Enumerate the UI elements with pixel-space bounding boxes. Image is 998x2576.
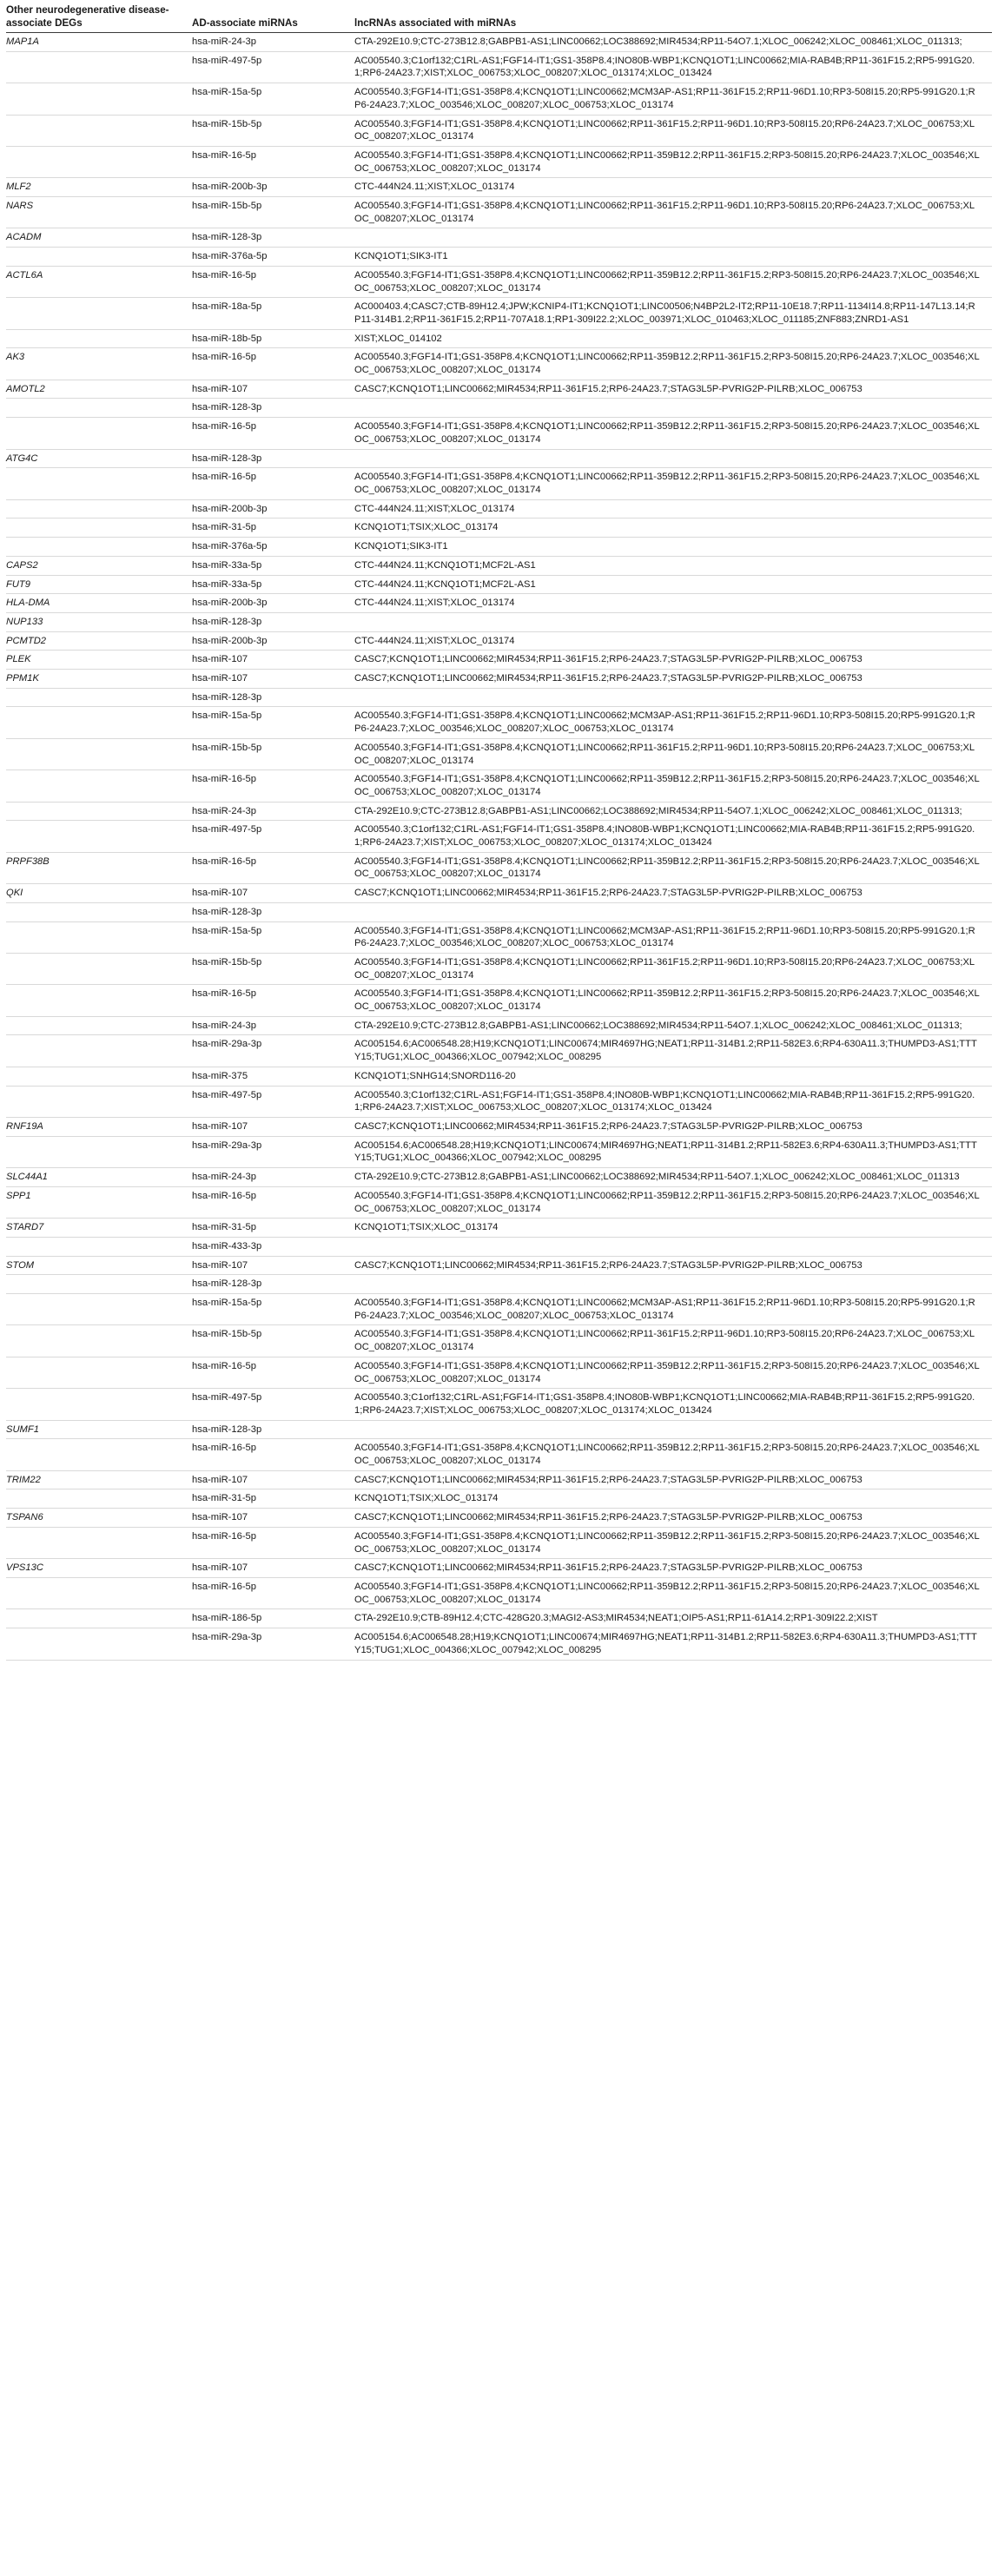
cell-lncrnas: AC005540.3;C1orf132;C1RL-AS1;FGF14-IT1;GS1-358P8.4;INO80B-WBP1;KCNQ1OT1;LINC00662;MIA-RAB4B;RP11-361F15.2;RP5-991G20.1;RP6-24A23.7;XIST;XLOC_006753;XLOC_008207;XLOC_013174;XLOC_013424 — [354, 824, 975, 849]
cell-mirna: hsa-miR-128-3p — [192, 906, 262, 917]
cell-mirna: hsa-miR-15b-5p — [192, 742, 262, 753]
cell-mirna: hsa-miR-16-5p — [192, 269, 256, 281]
cell-deg-gene: ACADM — [6, 232, 42, 243]
cell-mirna: hsa-miR-24-3p — [192, 36, 256, 47]
table-row — [6, 178, 992, 197]
cell-deg-gene — [6, 1275, 192, 1294]
cell-deg-gene — [6, 985, 192, 1016]
cell-deg-gene: QKI — [6, 888, 23, 899]
cell-lncrnas: AC005540.3;C1orf132;C1RL-AS1;FGF14-IT1;GS1-358P8.4;INO80B-WBP1;KCNQ1OT1;LINC00662;MIA-RAB4B;RP11-361F15.2;RP5-991G20.1;RP6-24A23.7;XIST;XLOC_006753;XLOC_008207;XLOC_013174;XLOC_013424 — [354, 1089, 975, 1113]
table-header — [6, 3, 992, 33]
cell-mirna: hsa-miR-29a-3p — [192, 1039, 262, 1050]
cell-deg-gene: SUMF1 — [6, 1423, 39, 1435]
cell-lncrnas — [354, 399, 992, 418]
cell-mirna: hsa-miR-107 — [192, 1259, 248, 1271]
cell-deg-gene — [6, 1294, 192, 1325]
cell-mirna: hsa-miR-33a-5p — [192, 559, 262, 571]
cell-deg-gene — [6, 707, 192, 738]
table-row — [6, 902, 992, 921]
table-row — [6, 1325, 992, 1357]
cell-lncrnas — [354, 228, 992, 248]
cell-mirna: hsa-miR-31-5p — [192, 1222, 256, 1233]
cell-deg-gene — [6, 146, 192, 177]
cell-deg-gene — [6, 399, 192, 418]
cell-mirna: hsa-miR-128-3p — [192, 1278, 262, 1290]
cell-lncrnas: AC005540.3;FGF14-IT1;GS1-358P8.4;KCNQ1OT1;LINC00662;MCM3AP-AS1;RP11-361F15.2;RP11-96D1.10;RP3-508I15.20;RP5-991G20.1;RP6-24A23.7;XLOC_003546;XLOC_008207;XLOC_006753;XLOC_013174 — [354, 1298, 975, 1321]
cell-lncrnas: AC005540.3;FGF14-IT1;GS1-358P8.4;KCNQ1OT1;LINC00662;MCM3AP-AS1;RP11-361F15.2;RP11-96D1.10;RP3-508I15.20;RP5-991G20.1;RP6-24A23.7;XLOC_003546;XLOC_008207;XLOC_006753;XLOC_013174 — [354, 925, 975, 949]
cell-deg-gene: NARS — [6, 201, 34, 212]
cell-mirna: hsa-miR-200b-3p — [192, 598, 268, 609]
cell-lncrnas: AC005540.3;FGF14-IT1;GS1-358P8.4;KCNQ1OT1;LINC00662;RP11-359B12.2;RP11-361F15.2;RP3-508I15.20;RP6-24A23.7;XLOC_003546;XLOC_006753;XLOC_008207;XLOC_013174 — [354, 352, 980, 376]
table-row — [6, 1470, 992, 1489]
cell-lncrnas: AC005540.3;FGF14-IT1;GS1-358P8.4;KCNQ1OT1;LINC00662;RP11-359B12.2;RP11-361F15.2;RP3-508I15.20;RP6-24A23.7;XLOC_003546;XLOC_006753;XLOC_008207;XLOC_013174 — [354, 988, 980, 1013]
cell-lncrnas: AC005540.3;FGF14-IT1;GS1-358P8.4;KCNQ1OT1;LINC00662;RP11-359B12.2;RP11-361F15.2;RP3-508I15.20;RP6-24A23.7;XLOC_003546;XLOC_006753;XLOC_008207;XLOC_013174 — [354, 774, 980, 797]
cell-mirna: hsa-miR-107 — [192, 1512, 248, 1523]
cell-mirna: hsa-miR-107 — [192, 1474, 248, 1485]
cell-mirna: hsa-miR-24-3p — [192, 805, 256, 816]
table-row — [6, 538, 992, 557]
table-row — [6, 770, 992, 802]
cell-mirna: hsa-miR-15b-5p — [192, 118, 262, 129]
cell-lncrnas: AC005540.3;FGF14-IT1;GS1-358P8.4;KCNQ1OT1;LINC00662;RP11-359B12.2;RP11-361F15.2;RP3-508I15.20;RP6-24A23.7;XLOC_003546;XLOC_006753;XLOC_008207;XLOC_013174 — [354, 855, 980, 880]
cell-lncrnas: AC005540.3;FGF14-IT1;GS1-358P8.4;KCNQ1OT1;LINC00662;RP11-361F15.2;RP11-96D1.10;RP3-508I15.20;RP6-24A23.7;XLOC_006753;XLOC_008207;XLOC_013174 — [354, 118, 975, 142]
cell-lncrnas: KCNQ1OT1;SIK3-IT1 — [354, 541, 448, 552]
table-row — [6, 1016, 992, 1035]
cell-mirna: hsa-miR-24-3p — [192, 1020, 256, 1031]
cell-lncrnas: CASC7;KCNQ1OT1;LINC00662;MIR4534;RP11-361F15.2;RP6-24A23.7;STAG3L5P-PVRIG2P-PILRB;XLOC_006753 — [354, 1121, 863, 1132]
table-row — [6, 449, 992, 468]
table-row — [6, 399, 992, 418]
table-row — [6, 670, 992, 689]
cell-mirna: hsa-miR-16-5p — [192, 149, 256, 161]
cell-deg-gene — [6, 1577, 192, 1608]
cell-deg-gene: PPM1K — [6, 673, 39, 684]
table-row — [6, 1527, 992, 1558]
table-row — [6, 115, 992, 146]
cell-lncrnas: AC005540.3;FGF14-IT1;GS1-358P8.4;KCNQ1OT1;LINC00662;MCM3AP-AS1;RP11-361F15.2;RP11-96D1.10;RP3-508I15.20;RP5-991G20.1;RP6-24A23.7;XLOC_003546;XLOC_008207;XLOC_006753;XLOC_013174 — [354, 87, 975, 110]
cell-deg-gene — [6, 329, 192, 348]
cell-lncrnas — [354, 1237, 992, 1256]
table-row — [6, 380, 992, 399]
cell-deg-gene: SPP1 — [6, 1190, 31, 1201]
cell-deg-gene: MAP1A — [6, 36, 39, 47]
cell-lncrnas — [354, 902, 992, 921]
cell-deg-gene — [6, 83, 192, 115]
cell-lncrnas — [354, 449, 992, 468]
cell-lncrnas: KCNQ1OT1;TSIX;XLOC_013174 — [354, 1222, 499, 1233]
cell-lncrnas: AC005540.3;FGF14-IT1;GS1-358P8.4;KCNQ1OT1;LINC00662;RP11-359B12.2;RP11-361F15.2;RP3-508I15.20;RP6-24A23.7;XLOC_003546;XLOC_006753;XLOC_008207;XLOC_013174 — [354, 1190, 980, 1214]
cell-mirna: hsa-miR-107 — [192, 383, 248, 394]
cell-lncrnas: KCNQ1OT1;TSIX;XLOC_013174 — [354, 1493, 499, 1504]
cell-lncrnas: CASC7;KCNQ1OT1;LINC00662;MIR4534;RP11-361F15.2;RP6-24A23.7;STAG3L5P-PVRIG2P-PILRB;XLOC_006753 — [354, 383, 863, 394]
cell-deg-gene — [6, 51, 192, 83]
table-row — [6, 1168, 992, 1187]
cell-deg-gene: ACTL6A — [6, 269, 43, 281]
cell-deg-gene — [6, 1389, 192, 1420]
cell-mirna: hsa-miR-128-3p — [192, 232, 262, 243]
cell-deg-gene — [6, 738, 192, 769]
table-row — [6, 556, 992, 575]
table-row — [6, 852, 992, 883]
table-row — [6, 1559, 992, 1578]
table-row — [6, 298, 992, 329]
cell-mirna: hsa-miR-16-5p — [192, 774, 256, 785]
cell-lncrnas: AC005540.3;FGF14-IT1;GS1-358P8.4;KCNQ1OT1;LINC00662;RP11-359B12.2;RP11-361F15.2;RP3-508I15.20;RP6-24A23.7;XLOC_003546;XLOC_006753;XLOC_008207;XLOC_013174 — [354, 472, 980, 495]
cell-mirna: hsa-miR-16-5p — [192, 1360, 256, 1371]
cell-deg-gene: FUT9 — [6, 578, 30, 590]
cell-lncrnas: CASC7;KCNQ1OT1;LINC00662;MIR4534;RP11-361F15.2;RP6-24A23.7;STAG3L5P-PVRIG2P-PILRB;XLOC_006753 — [354, 888, 863, 899]
cell-lncrnas: AC005540.3;FGF14-IT1;GS1-358P8.4;KCNQ1OT1;LINC00662;RP11-361F15.2;RP11-96D1.10;RP3-508I15.20;RP6-24A23.7;XLOC_006753;XLOC_008207;XLOC_013174 — [354, 956, 975, 981]
cell-lncrnas: KCNQ1OT1;SIK3-IT1 — [354, 251, 448, 262]
table-row — [6, 33, 992, 52]
cell-lncrnas: AC005540.3;FGF14-IT1;GS1-358P8.4;KCNQ1OT1;LINC00662;RP11-361F15.2;RP11-96D1.10;RP3-508I15.20;RP6-24A23.7;XLOC_006753;XLOC_008207;XLOC_013174 — [354, 201, 975, 224]
cell-deg-gene — [6, 418, 192, 449]
cell-lncrnas: AC005540.3;FGF14-IT1;GS1-358P8.4;KCNQ1OT1;LINC00662;RP11-361F15.2;RP11-96D1.10;RP3-508I15.20;RP6-24A23.7;XLOC_006753;XLOC_008207;XLOC_013174 — [354, 1329, 975, 1353]
cell-deg-gene — [6, 115, 192, 146]
table-row — [6, 1389, 992, 1420]
table-row — [6, 651, 992, 670]
header-mirnas: AD-associate miRNAs — [192, 17, 298, 29]
cell-deg-gene — [6, 1357, 192, 1388]
cell-deg-gene — [6, 1067, 192, 1086]
cell-deg-gene — [6, 1527, 192, 1558]
cell-mirna: hsa-miR-107 — [192, 654, 248, 665]
cell-mirna: hsa-miR-29a-3p — [192, 1139, 262, 1151]
table-row — [6, 1489, 992, 1509]
table-row — [6, 51, 992, 83]
cell-lncrnas: AC005540.3;FGF14-IT1;GS1-358P8.4;KCNQ1OT1;LINC00662;RP11-359B12.2;RP11-361F15.2;RP3-508I15.20;RP6-24A23.7;XLOC_003546;XLOC_006753;XLOC_008207;XLOC_013174 — [354, 149, 980, 174]
cell-mirna: hsa-miR-200b-3p — [192, 503, 268, 514]
cell-mirna: hsa-miR-31-5p — [192, 1493, 256, 1504]
table-body — [6, 33, 992, 1660]
table-row — [6, 631, 992, 651]
cell-deg-gene: HLA-DMA — [6, 598, 50, 609]
cell-mirna: hsa-miR-16-5p — [192, 988, 256, 1000]
cell-deg-gene: TSPAN6 — [6, 1512, 43, 1523]
table-row — [6, 688, 992, 707]
cell-lncrnas: CASC7;KCNQ1OT1;LINC00662;MIR4534;RP11-361F15.2;RP6-24A23.7;STAG3L5P-PVRIG2P-PILRB;XLOC_006753 — [354, 1259, 863, 1271]
table-row — [6, 1086, 992, 1117]
cell-mirna: hsa-miR-15a-5p — [192, 1298, 262, 1309]
cell-mirna: hsa-miR-16-5p — [192, 1190, 256, 1201]
table-row — [6, 83, 992, 115]
table-row — [6, 329, 992, 348]
cell-lncrnas — [354, 1275, 992, 1294]
cell-mirna: hsa-miR-497-5p — [192, 1089, 262, 1100]
cell-mirna: hsa-miR-16-5p — [192, 1530, 256, 1542]
cell-deg-gene: SLC44A1 — [6, 1172, 48, 1183]
cell-deg-gene — [6, 1325, 192, 1357]
cell-mirna: hsa-miR-186-5p — [192, 1613, 262, 1624]
table-row — [6, 1357, 992, 1388]
cell-mirna: hsa-miR-128-3p — [192, 1423, 262, 1435]
table-row — [6, 228, 992, 248]
table-row — [6, 1509, 992, 1528]
cell-deg-gene: PRPF38B — [6, 855, 50, 867]
cell-deg-gene: NUP133 — [6, 616, 43, 627]
cell-lncrnas: CASC7;KCNQ1OT1;LINC00662;MIR4534;RP11-361F15.2;RP6-24A23.7;STAG3L5P-PVRIG2P-PILRB;XLOC_006753 — [354, 673, 863, 684]
cell-deg-gene — [6, 538, 192, 557]
cell-lncrnas: AC005540.3;FGF14-IT1;GS1-358P8.4;KCNQ1OT1;LINC00662;RP11-359B12.2;RP11-361F15.2;RP3-508I15.20;RP6-24A23.7;XLOC_003546;XLOC_006753;XLOC_008207;XLOC_013174 — [354, 1360, 980, 1384]
cell-lncrnas: CASC7;KCNQ1OT1;LINC00662;MIR4534;RP11-361F15.2;RP6-24A23.7;STAG3L5P-PVRIG2P-PILRB;XLOC_006753 — [354, 1512, 863, 1523]
table-row — [6, 1118, 992, 1137]
table-bottom-rule — [6, 1660, 992, 1661]
table-row — [6, 248, 992, 267]
cell-lncrnas: AC005154.6;AC006548.28;H19;KCNQ1OT1;LINC00674;MIR4697HG;NEAT1;RP11-314B1.2;RP11-582E3.6;RP4-630A11.3;THUMPD3-AS1;TTTY15;TUG1;XLOC_004366;XLOC_007942;XLOC_008295 — [354, 1139, 977, 1164]
cell-deg-gene — [6, 1609, 192, 1628]
table-row — [6, 738, 992, 769]
cell-mirna: hsa-miR-107 — [192, 1121, 248, 1132]
cell-deg-gene: STARD7 — [6, 1222, 44, 1233]
cell-lncrnas: CTA-292E10.9;CTC-273B12.8;GABPB1-AS1;LINC00662;LOC388692;MIR4534;RP11-54O7.1;XLOC_006242;XLOC_008461;XLOC_011313; — [354, 805, 962, 816]
table-row — [6, 1186, 992, 1218]
table-row — [6, 1256, 992, 1275]
cell-deg-gene — [6, 1035, 192, 1067]
cell-lncrnas: CTC-444N24.11;XIST;XLOC_013174 — [354, 598, 515, 609]
cell-deg-gene — [6, 248, 192, 267]
cell-lncrnas — [354, 1420, 992, 1439]
cell-mirna: hsa-miR-18a-5p — [192, 301, 262, 313]
cell-mirna: hsa-miR-15b-5p — [192, 956, 262, 968]
cell-lncrnas — [354, 688, 992, 707]
table-row — [6, 707, 992, 738]
table-row — [6, 802, 992, 821]
cell-deg-gene — [6, 921, 192, 953]
cell-mirna: hsa-miR-15a-5p — [192, 87, 262, 98]
cell-deg-gene — [6, 519, 192, 538]
table-row — [6, 612, 992, 631]
cell-mirna: hsa-miR-31-5p — [192, 522, 256, 533]
cell-mirna: hsa-miR-497-5p — [192, 824, 262, 836]
cell-mirna: hsa-miR-497-5p — [192, 55, 262, 66]
cell-lncrnas: AC000403.4;CASC7;CTB-89H12.4;JPW;KCNIP4-IT1;KCNQ1OT1;LINC00506;N4BP2L2-IT2;RP11-10E18.7;RP11-1134I14.8;RP11-147L13.14;RP11-314B1.2;RP11-361F15.2;RP11-707A18.1;RP1-309I22.2;XLOC_003971;XLOC_010463;XLOC_011185;ZNF883;ZNRD1-AS1 — [354, 301, 975, 325]
table-row — [6, 575, 992, 594]
cell-lncrnas: AC005540.3;FGF14-IT1;GS1-358P8.4;KCNQ1OT1;LINC00662;RP11-359B12.2;RP11-361F15.2;RP3-508I15.20;RP6-24A23.7;XLOC_003546;XLOC_006753;XLOC_008207;XLOC_013174 — [354, 1443, 980, 1467]
cell-lncrnas — [354, 612, 992, 631]
cell-deg-gene: PCMTD2 — [6, 635, 46, 646]
table-row — [6, 266, 992, 297]
table-row — [6, 468, 992, 499]
cell-lncrnas: CASC7;KCNQ1OT1;LINC00662;MIR4534;RP11-361F15.2;RP6-24A23.7;STAG3L5P-PVRIG2P-PILRB;XLOC_006753 — [354, 1562, 863, 1574]
table-row — [6, 1420, 992, 1439]
cell-lncrnas: AC005540.3;FGF14-IT1;GS1-358P8.4;KCNQ1OT1;LINC00662;RP11-359B12.2;RP11-361F15.2;RP3-508I15.20;RP6-24A23.7;XLOC_003546;XLOC_006753;XLOC_008207;XLOC_013174 — [354, 269, 980, 294]
cell-lncrnas: AC005540.3;C1orf132;C1RL-AS1;FGF14-IT1;GS1-358P8.4;INO80B-WBP1;KCNQ1OT1;LINC00662;MIA-RAB4B;RP11-361F15.2;RP5-991G20.1;RP6-24A23.7;XIST;XLOC_006753;XLOC_008207;XLOC_013174;XLOC_013424 — [354, 1392, 975, 1416]
table-row — [6, 519, 992, 538]
cell-deg-gene — [6, 1016, 192, 1035]
cell-mirna: hsa-miR-18b-5p — [192, 333, 262, 344]
cell-mirna: hsa-miR-16-5p — [192, 1443, 256, 1454]
cell-lncrnas: AC005540.3;C1orf132;C1RL-AS1;FGF14-IT1;GS1-358P8.4;INO80B-WBP1;KCNQ1OT1;LINC00662;MIA-RAB4B;RP11-361F15.2;RP5-991G20.1;RP6-24A23.7;XIST;XLOC_006753;XLOC_008207;XLOC_013174;XLOC_013424 — [354, 55, 975, 79]
cell-mirna: hsa-miR-497-5p — [192, 1392, 262, 1404]
table-row — [6, 921, 992, 953]
cell-deg-gene: STOM — [6, 1259, 35, 1271]
cell-mirna: hsa-miR-128-3p — [192, 402, 262, 413]
cell-mirna: hsa-miR-376a-5p — [192, 251, 268, 262]
cell-mirna: hsa-miR-200b-3p — [192, 182, 268, 193]
cell-lncrnas: AC005154.6;AC006548.28;H19;KCNQ1OT1;LINC00674;MIR4697HG;NEAT1;RP11-314B1.2;RP11-582E3.6;RP4-630A11.3;THUMPD3-AS1;TTTY15;TUG1;XLOC_004366;XLOC_007942;XLOC_008295 — [354, 1039, 977, 1063]
cell-lncrnas: CTC-444N24.11;XIST;XLOC_013174 — [354, 635, 515, 646]
table-row — [6, 348, 992, 380]
table-row — [6, 884, 992, 903]
cell-lncrnas: CTC-444N24.11;KCNQ1OT1;MCF2L-AS1 — [354, 559, 536, 571]
table-row — [6, 146, 992, 177]
cell-mirna: hsa-miR-33a-5p — [192, 578, 262, 590]
cell-mirna: hsa-miR-375 — [192, 1070, 248, 1081]
table-row — [6, 197, 992, 228]
cell-lncrnas: KCNQ1OT1;SNHG14;SNORD116-20 — [354, 1070, 516, 1081]
cell-deg-gene — [6, 802, 192, 821]
cell-lncrnas: KCNQ1OT1;TSIX;XLOC_013174 — [354, 522, 499, 533]
table-row — [6, 1439, 992, 1470]
cell-deg-gene — [6, 688, 192, 707]
cell-deg-gene: AK3 — [6, 352, 25, 363]
cell-mirna: hsa-miR-24-3p — [192, 1172, 256, 1183]
header-row — [6, 3, 992, 33]
cell-lncrnas: XIST;XLOC_014102 — [354, 333, 442, 344]
cell-deg-gene — [6, 1086, 192, 1117]
cell-deg-gene — [6, 953, 192, 984]
cell-deg-gene — [6, 821, 192, 852]
table-row — [6, 1609, 992, 1628]
cell-deg-gene — [6, 298, 192, 329]
table-row — [6, 1035, 992, 1067]
cell-lncrnas: CTA-292E10.9;CTC-273B12.8;GABPB1-AS1;LINC00662;LOC388692;MIR4534;RP11-54O7.1;XLOC_006242;XLOC_008461;XLOC_011313; — [354, 36, 962, 47]
cell-mirna: hsa-miR-433-3p — [192, 1240, 262, 1252]
cell-lncrnas: AC005540.3;FGF14-IT1;GS1-358P8.4;KCNQ1OT1;LINC00662;RP11-359B12.2;RP11-361F15.2;RP3-508I15.20;RP6-24A23.7;XLOC_003546;XLOC_006753;XLOC_008207;XLOC_013174 — [354, 1581, 980, 1605]
table-row — [6, 1067, 992, 1086]
cell-deg-gene — [6, 1489, 192, 1509]
table-row — [6, 1219, 992, 1238]
cell-deg-gene — [6, 1136, 192, 1167]
table-row — [6, 1275, 992, 1294]
cell-deg-gene: RNF19A — [6, 1121, 43, 1132]
cell-lncrnas: AC005154.6;AC006548.28;H19;KCNQ1OT1;LINC00674;MIR4697HG;NEAT1;RP11-314B1.2;RP11-582E3.6;RP4-630A11.3;THUMPD3-AS1;TTTY15;TUG1;XLOC_004366;XLOC_007942;XLOC_008295 — [354, 1632, 977, 1655]
cell-lncrnas: CTA-292E10.9;CTC-273B12.8;GABPB1-AS1;LINC00662;LOC388692;MIR4534;RP11-54O7.1;XLOC_006242;XLOC_008461;XLOC_011313 — [354, 1172, 960, 1183]
cell-deg-gene: TRIM22 — [6, 1474, 41, 1485]
cell-lncrnas: AC005540.3;FGF14-IT1;GS1-358P8.4;KCNQ1OT1;LINC00662;RP11-359B12.2;RP11-361F15.2;RP3-508I15.20;RP6-24A23.7;XLOC_003546;XLOC_006753;XLOC_008207;XLOC_013174 — [354, 1530, 980, 1555]
cell-deg-gene — [6, 902, 192, 921]
cell-mirna: hsa-miR-15b-5p — [192, 1329, 262, 1340]
cell-mirna: hsa-miR-107 — [192, 673, 248, 684]
cell-deg-gene: ATG4C — [6, 452, 38, 464]
cell-deg-gene — [6, 499, 192, 519]
degs-mirna-lncrna-table — [6, 3, 992, 1660]
cell-lncrnas: AC005540.3;FGF14-IT1;GS1-358P8.4;KCNQ1OT1;LINC00662;RP11-359B12.2;RP11-361F15.2;RP3-508I15.20;RP6-24A23.7;XLOC_003546;XLOC_006753;XLOC_008207;XLOC_013174 — [354, 421, 980, 445]
cell-deg-gene: MLF2 — [6, 182, 31, 193]
cell-deg-gene — [6, 1628, 192, 1660]
cell-lncrnas: AC005540.3;FGF14-IT1;GS1-358P8.4;KCNQ1OT1;LINC00662;RP11-361F15.2;RP11-96D1.10;RP3-508I15.20;RP6-24A23.7;XLOC_006753;XLOC_008207;XLOC_013174 — [354, 742, 975, 766]
cell-mirna: hsa-miR-16-5p — [192, 1581, 256, 1592]
cell-mirna: hsa-miR-16-5p — [192, 352, 256, 363]
table-row — [6, 1136, 992, 1167]
table-row — [6, 821, 992, 852]
cell-lncrnas: CTC-444N24.11;KCNQ1OT1;MCF2L-AS1 — [354, 578, 536, 590]
cell-lncrnas: CTA-292E10.9;CTC-273B12.8;GABPB1-AS1;LINC00662;LOC388692;MIR4534;RP11-54O7.1;XLOC_006242;XLOC_008461;XLOC_011313; — [354, 1020, 962, 1031]
cell-deg-gene: VPS13C — [6, 1562, 43, 1574]
cell-lncrnas: CTA-292E10.9;CTB-89H12.4;CTC-428G20.3;MAGI2-AS3;MIR4534;NEAT1;OIP5-AS1;RP11-61A14.2;RP1-309I22.2;XIST — [354, 1613, 878, 1624]
cell-mirna: hsa-miR-376a-5p — [192, 541, 268, 552]
cell-mirna: hsa-miR-15a-5p — [192, 710, 262, 722]
cell-lncrnas: AC005540.3;FGF14-IT1;GS1-358P8.4;KCNQ1OT1;LINC00662;MCM3AP-AS1;RP11-361F15.2;RP11-96D1.10;RP3-508I15.20;RP5-991G20.1;RP6-24A23.7;XLOC_003546;XLOC_008207;XLOC_006753;XLOC_013174 — [354, 710, 975, 735]
cell-mirna: hsa-miR-128-3p — [192, 616, 262, 627]
table-row — [6, 1294, 992, 1325]
cell-mirna: hsa-miR-29a-3p — [192, 1632, 262, 1643]
cell-deg-gene: PLEK — [6, 654, 31, 665]
cell-lncrnas: CTC-444N24.11;XIST;XLOC_013174 — [354, 182, 515, 193]
table-row — [6, 953, 992, 984]
cell-deg-gene — [6, 770, 192, 802]
table-row — [6, 1628, 992, 1660]
table-row — [6, 1577, 992, 1608]
table-row — [6, 499, 992, 519]
cell-lncrnas: CASC7;KCNQ1OT1;LINC00662;MIR4534;RP11-361F15.2;RP6-24A23.7;STAG3L5P-PVRIG2P-PILRB;XLOC_006753 — [354, 1474, 863, 1485]
cell-lncrnas: CASC7;KCNQ1OT1;LINC00662;MIR4534;RP11-361F15.2;RP6-24A23.7;STAG3L5P-PVRIG2P-PILRB;XLOC_006753 — [354, 654, 863, 665]
cell-deg-gene: CAPS2 — [6, 559, 38, 571]
cell-deg-gene — [6, 1439, 192, 1470]
cell-mirna: hsa-miR-128-3p — [192, 452, 262, 464]
cell-mirna: hsa-miR-15b-5p — [192, 201, 262, 212]
cell-mirna: hsa-miR-15a-5p — [192, 925, 262, 936]
header-lncrnas: lncRNAs associated with miRNAs — [354, 17, 517, 29]
cell-mirna: hsa-miR-16-5p — [192, 421, 256, 433]
header-degs: Other neurodegenerative disease-associate DEGs — [6, 4, 169, 29]
cell-mirna: hsa-miR-16-5p — [192, 472, 256, 483]
table-row — [6, 1237, 992, 1256]
cell-mirna: hsa-miR-200b-3p — [192, 635, 268, 646]
cell-mirna: hsa-miR-107 — [192, 1562, 248, 1574]
cell-lncrnas: CTC-444N24.11;XIST;XLOC_013174 — [354, 503, 515, 514]
table-row — [6, 985, 992, 1016]
cell-deg-gene — [6, 468, 192, 499]
table-row — [6, 594, 992, 613]
cell-mirna: hsa-miR-128-3p — [192, 691, 262, 703]
cell-mirna: hsa-miR-107 — [192, 888, 248, 899]
cell-deg-gene: AMOTL2 — [6, 383, 45, 394]
cell-mirna: hsa-miR-16-5p — [192, 855, 256, 867]
cell-deg-gene — [6, 1237, 192, 1256]
table-row — [6, 418, 992, 449]
